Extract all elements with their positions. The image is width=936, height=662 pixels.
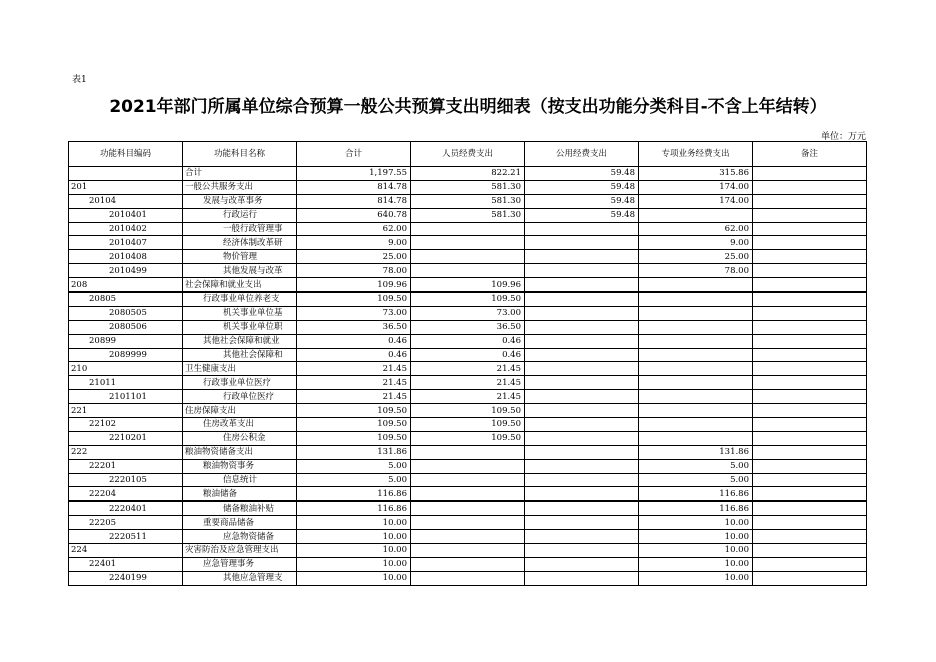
table-body: [69, 167, 867, 586]
cell-personnel: 73.00: [411, 306, 525, 320]
cell-note: [753, 544, 867, 558]
page-title: 2021年部门所属单位综合预算一般公共预算支出明细表（按支出功能分类科目-不含上年结转）: [109, 97, 827, 117]
table-row: [69, 264, 867, 278]
cell-special: 10.00: [639, 557, 753, 571]
cell-special: [639, 418, 753, 432]
cell-code: 20899: [69, 334, 183, 348]
cell-public: [525, 236, 639, 250]
header-name: 功能科目名称: [183, 142, 297, 167]
cell-note: [753, 501, 867, 515]
cell-special: 78.00: [639, 264, 753, 278]
cell-special: [639, 208, 753, 222]
cell-personnel: 0.46: [411, 334, 525, 348]
cell-note: [753, 264, 867, 278]
cell-personnel: [411, 516, 525, 530]
cell-total: 109.96: [297, 278, 411, 292]
cell-public: [525, 264, 639, 278]
cell-personnel: [411, 264, 525, 278]
cell-total: 0.46: [297, 334, 411, 348]
cell-code: 22204: [69, 487, 183, 501]
cell-total: 21.45: [297, 362, 411, 376]
cell-name: 住房公积金: [183, 431, 297, 445]
sheet-label: 表1: [72, 75, 87, 85]
cell-public: [525, 404, 639, 418]
cell-name: 其他发展与改革: [183, 264, 297, 278]
cell-note: [753, 473, 867, 487]
cell-special: [639, 278, 753, 292]
cell-total: 814.78: [297, 194, 411, 208]
cell-name: 其他社会保障和就业: [183, 334, 297, 348]
cell-personnel: [411, 250, 525, 264]
cell-personnel: [411, 501, 525, 515]
cell-name: 应急管理事务: [183, 557, 297, 571]
cell-personnel: 822.21: [411, 167, 525, 181]
cell-special: [639, 431, 753, 445]
cell-public: [525, 516, 639, 530]
table-row: [69, 431, 867, 445]
cell-code: 22401: [69, 557, 183, 571]
cell-code: 2240199: [69, 571, 183, 585]
cell-public: [525, 501, 639, 515]
cell-note: [753, 348, 867, 362]
table-row: [69, 348, 867, 362]
table-row: [69, 180, 867, 194]
cell-special: 315.86: [639, 167, 753, 181]
cell-personnel: 109.50: [411, 431, 525, 445]
cell-name: 其他社会保障和: [183, 348, 297, 362]
cell-name: 应急物资储备: [183, 530, 297, 544]
cell-note: [753, 222, 867, 236]
cell-public: [525, 222, 639, 236]
cell-note: [753, 250, 867, 264]
cell-note: [753, 180, 867, 194]
cell-total: 5.00: [297, 459, 411, 473]
cell-note: [753, 306, 867, 320]
table-row: [69, 362, 867, 376]
cell-personnel: 581.30: [411, 180, 525, 194]
table-row: [69, 390, 867, 404]
cell-name: 行政运行: [183, 208, 297, 222]
cell-code: 221: [69, 404, 183, 418]
cell-note: [753, 208, 867, 222]
cell-special: 10.00: [639, 516, 753, 530]
cell-special: 10.00: [639, 571, 753, 585]
cell-code: 22205: [69, 516, 183, 530]
cell-public: 59.48: [525, 194, 639, 208]
header-public: 公用经费支出: [525, 142, 639, 167]
cell-note: [753, 390, 867, 404]
cell-code: 2220401: [69, 501, 183, 515]
cell-code: 22201: [69, 459, 183, 473]
cell-code: 2010408: [69, 250, 183, 264]
cell-personnel: [411, 544, 525, 558]
cell-total: 21.45: [297, 390, 411, 404]
unit-label: 单位：万元: [820, 132, 866, 142]
cell-total: 109.50: [297, 404, 411, 418]
cell-note: [753, 445, 867, 459]
cell-note: [753, 459, 867, 473]
cell-total: 116.86: [297, 501, 411, 515]
cell-public: [525, 418, 639, 432]
cell-name: 卫生健康支出: [183, 362, 297, 376]
cell-note: [753, 278, 867, 292]
cell-personnel: [411, 487, 525, 501]
cell-name: 粮油物资事务: [183, 459, 297, 473]
cell-name: 一般行政管理事: [183, 222, 297, 236]
cell-personnel: [411, 459, 525, 473]
cell-public: [525, 557, 639, 571]
cell-public: [525, 530, 639, 544]
cell-name: 一般公共服务支出: [183, 180, 297, 194]
cell-note: [753, 362, 867, 376]
cell-name: 机关事业单位基: [183, 306, 297, 320]
cell-special: [639, 334, 753, 348]
cell-note: [753, 530, 867, 544]
cell-total: 5.00: [297, 473, 411, 487]
header-code: 功能科目编码: [69, 142, 183, 167]
table-row: [69, 167, 867, 181]
cell-code: 2101101: [69, 390, 183, 404]
cell-total: 814.78: [297, 180, 411, 194]
cell-special: [639, 390, 753, 404]
cell-personnel: 36.50: [411, 320, 525, 334]
cell-personnel: 0.46: [411, 348, 525, 362]
cell-note: [753, 292, 867, 306]
cell-note: [753, 557, 867, 571]
table-row: [69, 544, 867, 558]
cell-special: [639, 376, 753, 390]
cell-code: 2080505: [69, 306, 183, 320]
cell-personnel: [411, 530, 525, 544]
header-personnel: 人员经费支出: [411, 142, 525, 167]
budget-table: [68, 141, 867, 586]
cell-special: [639, 320, 753, 334]
table-row: [69, 222, 867, 236]
cell-public: [525, 431, 639, 445]
cell-note: [753, 571, 867, 585]
cell-code: 2210201: [69, 431, 183, 445]
table-row: [69, 376, 867, 390]
table-row: [69, 445, 867, 459]
table-row: [69, 501, 867, 515]
cell-personnel: 109.50: [411, 418, 525, 432]
table-row: [69, 571, 867, 585]
cell-total: 1,197.55: [297, 167, 411, 181]
cell-special: [639, 306, 753, 320]
header-note: 备注: [753, 142, 867, 167]
cell-total: 62.00: [297, 222, 411, 236]
table-row: [69, 194, 867, 208]
cell-code: 210: [69, 362, 183, 376]
cell-code: 2220105: [69, 473, 183, 487]
cell-public: [525, 544, 639, 558]
cell-special: 5.00: [639, 459, 753, 473]
cell-name: 储备粮油补贴: [183, 501, 297, 515]
cell-code: 222: [69, 445, 183, 459]
cell-name: 机关事业单位职: [183, 320, 297, 334]
cell-public: [525, 348, 639, 362]
table-row: [69, 473, 867, 487]
cell-total: 78.00: [297, 264, 411, 278]
cell-code: 21011: [69, 376, 183, 390]
table-row: [69, 459, 867, 473]
cell-name: 其他应急管理支: [183, 571, 297, 585]
cell-name: 重要商品储备: [183, 516, 297, 530]
cell-personnel: 21.45: [411, 376, 525, 390]
table-row: [69, 516, 867, 530]
cell-total: 9.00: [297, 236, 411, 250]
cell-name: 住房保障支出: [183, 404, 297, 418]
cell-total: 10.00: [297, 571, 411, 585]
table-row: [69, 208, 867, 222]
cell-name: 粮油储备: [183, 487, 297, 501]
table-row: [69, 278, 867, 292]
cell-personnel: 21.45: [411, 390, 525, 404]
cell-code: 224: [69, 544, 183, 558]
cell-total: 0.46: [297, 348, 411, 362]
cell-special: 131.86: [639, 445, 753, 459]
cell-public: [525, 362, 639, 376]
cell-public: [525, 390, 639, 404]
cell-note: [753, 320, 867, 334]
cell-total: 21.45: [297, 376, 411, 390]
cell-special: 116.86: [639, 487, 753, 501]
table-row: [69, 250, 867, 264]
cell-total: 10.00: [297, 530, 411, 544]
cell-name: 灾害防治及应急管理支出: [183, 544, 297, 558]
cell-code: [69, 167, 183, 181]
cell-public: [525, 306, 639, 320]
cell-public: 59.48: [525, 167, 639, 181]
table-row: [69, 320, 867, 334]
cell-personnel: 109.96: [411, 278, 525, 292]
cell-total: 109.50: [297, 292, 411, 306]
cell-special: 62.00: [639, 222, 753, 236]
cell-total: 640.78: [297, 208, 411, 222]
cell-name: 物价管理: [183, 250, 297, 264]
cell-personnel: [411, 473, 525, 487]
cell-code: 2010499: [69, 264, 183, 278]
cell-special: [639, 348, 753, 362]
cell-code: 20104: [69, 194, 183, 208]
cell-name: 合计: [183, 167, 297, 181]
cell-note: [753, 516, 867, 530]
cell-public: [525, 459, 639, 473]
cell-note: [753, 404, 867, 418]
cell-code: 2220511: [69, 530, 183, 544]
cell-public: [525, 445, 639, 459]
cell-special: 10.00: [639, 530, 753, 544]
table-row: [69, 236, 867, 250]
cell-public: [525, 376, 639, 390]
cell-special: [639, 362, 753, 376]
cell-personnel: 109.50: [411, 292, 525, 306]
cell-note: [753, 167, 867, 181]
table-row: [69, 404, 867, 418]
cell-name: 行政事业单位养老支: [183, 292, 297, 306]
cell-name: 住房改革支出: [183, 418, 297, 432]
cell-personnel: 581.30: [411, 194, 525, 208]
cell-personnel: 109.50: [411, 404, 525, 418]
cell-name: 信息统计: [183, 473, 297, 487]
cell-personnel: 21.45: [411, 362, 525, 376]
table-row: [69, 557, 867, 571]
cell-total: 10.00: [297, 544, 411, 558]
cell-name: 发展与改革事务: [183, 194, 297, 208]
cell-total: 36.50: [297, 320, 411, 334]
cell-public: [525, 487, 639, 501]
cell-note: [753, 418, 867, 432]
cell-personnel: [411, 557, 525, 571]
cell-personnel: [411, 236, 525, 250]
table-row: [69, 418, 867, 432]
cell-special: 10.00: [639, 544, 753, 558]
cell-code: 22102: [69, 418, 183, 432]
cell-name: 行政单位医疗: [183, 390, 297, 404]
table-row: [69, 306, 867, 320]
cell-total: 73.00: [297, 306, 411, 320]
cell-note: [753, 236, 867, 250]
header-total: 合计: [297, 142, 411, 167]
cell-note: [753, 431, 867, 445]
table-row: [69, 487, 867, 501]
cell-name: 经济体制改革研: [183, 236, 297, 250]
table-row: [69, 530, 867, 544]
cell-name: 社会保障和就业支出: [183, 278, 297, 292]
table-row: [69, 334, 867, 348]
cell-total: 10.00: [297, 516, 411, 530]
cell-special: 174.00: [639, 180, 753, 194]
cell-special: 5.00: [639, 473, 753, 487]
cell-note: [753, 194, 867, 208]
cell-total: 109.50: [297, 418, 411, 432]
header-special: 专项业务经费支出: [639, 142, 753, 167]
cell-public: [525, 250, 639, 264]
cell-personnel: [411, 445, 525, 459]
cell-public: [525, 292, 639, 306]
cell-special: [639, 404, 753, 418]
cell-code: 2010401: [69, 208, 183, 222]
cell-total: 25.00: [297, 250, 411, 264]
cell-name: 粮油物资储备支出: [183, 445, 297, 459]
table-row: [69, 292, 867, 306]
cell-personnel: [411, 222, 525, 236]
cell-name: 行政事业单位医疗: [183, 376, 297, 390]
cell-total: 116.86: [297, 487, 411, 501]
cell-code: 20805: [69, 292, 183, 306]
cell-public: [525, 473, 639, 487]
cell-special: [639, 292, 753, 306]
cell-public: [525, 334, 639, 348]
cell-code: 2080506: [69, 320, 183, 334]
cell-total: 131.86: [297, 445, 411, 459]
cell-special: 9.00: [639, 236, 753, 250]
cell-note: [753, 334, 867, 348]
cell-code: 2089999: [69, 348, 183, 362]
cell-total: 109.50: [297, 431, 411, 445]
cell-public: 59.48: [525, 208, 639, 222]
cell-special: 25.00: [639, 250, 753, 264]
cell-public: [525, 320, 639, 334]
cell-public: [525, 278, 639, 292]
cell-code: 201: [69, 180, 183, 194]
cell-personnel: [411, 571, 525, 585]
header-row: [69, 142, 867, 167]
cell-special: 174.00: [639, 194, 753, 208]
cell-code: 2010402: [69, 222, 183, 236]
cell-code: 208: [69, 278, 183, 292]
cell-code: 2010407: [69, 236, 183, 250]
cell-personnel: 581.30: [411, 208, 525, 222]
cell-note: [753, 487, 867, 501]
cell-note: [753, 376, 867, 390]
cell-public: [525, 571, 639, 585]
cell-total: 10.00: [297, 557, 411, 571]
cell-special: 116.86: [639, 501, 753, 515]
cell-public: 59.48: [525, 180, 639, 194]
